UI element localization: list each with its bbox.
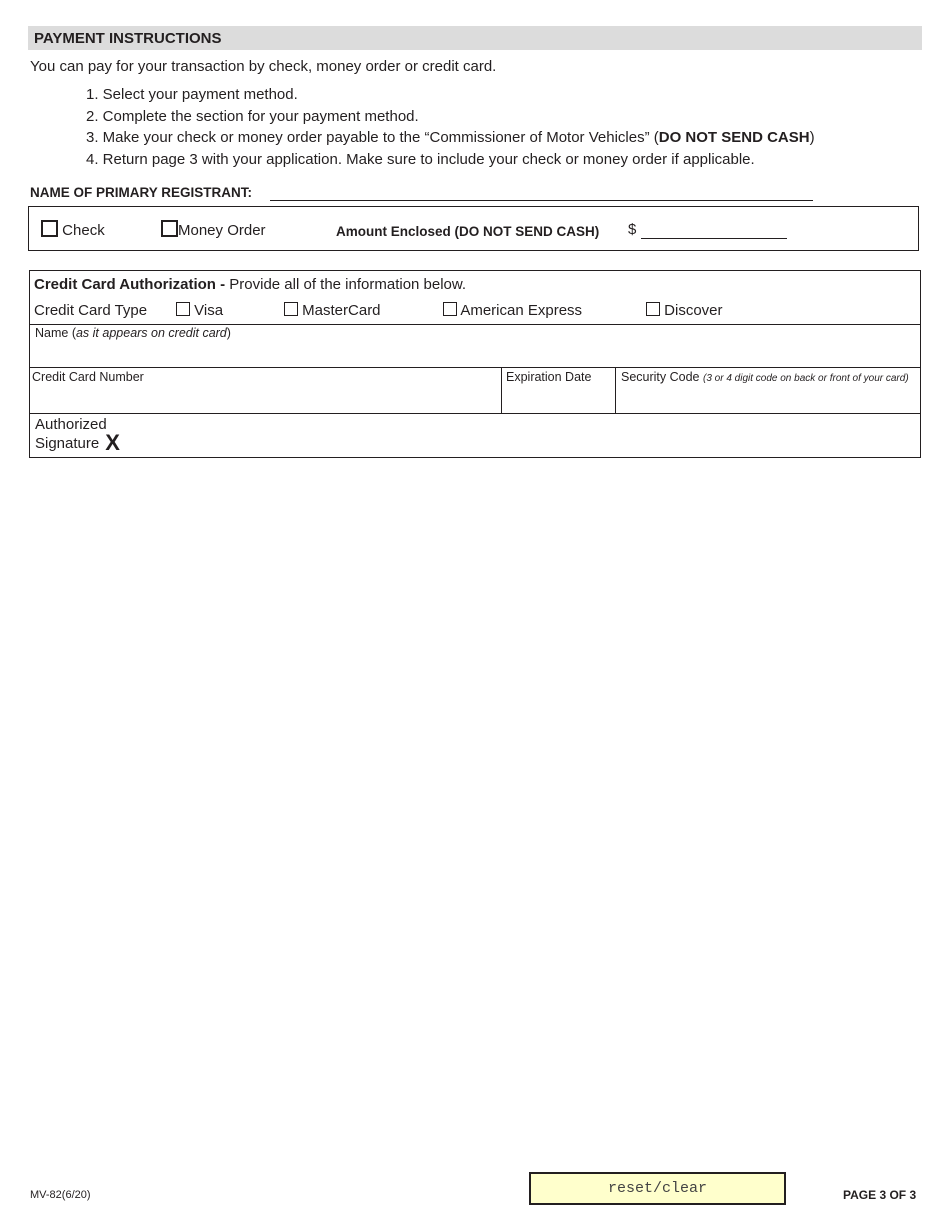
page-number: PAGE 3 OF 3 [843,1188,917,1202]
amex-checkbox[interactable] [443,302,457,316]
card-number-label: Credit Card Number [32,370,144,384]
signature-input[interactable] [140,430,919,454]
visa-label: Visa [194,302,224,319]
check-label: Check [62,222,105,239]
registrant-label: NAME OF PRIMARY REGISTRANT: [30,185,253,200]
currency-symbol: $ [628,221,637,238]
security-code-input[interactable] [620,388,920,410]
money-order-option[interactable] [161,220,266,239]
reset-clear-button[interactable]: reset/clear [529,1172,786,1205]
mastercard-label: MasterCard [302,302,381,319]
form-id: MV-82(6/20) [30,1189,91,1201]
mastercard-option[interactable] [284,302,381,319]
divider [501,367,502,413]
step-1: 1. Select your payment method. [86,86,298,103]
divider [29,367,921,368]
section-title: PAYMENT INSTRUCTIONS [34,30,222,47]
discover-label: Discover [664,302,723,319]
step-2: 2. Complete the section for your payment method. [86,107,419,125]
section-header [28,26,922,50]
divider [29,413,921,414]
intro-text: You can pay for your transaction by check, money order or credit card. [30,58,497,75]
security-code-hint: (3 or 4 digit code on back or front of your card) [702,373,909,384]
registrant-name-input[interactable] [272,183,816,203]
card-number-input[interactable] [33,388,501,410]
amex-label: American Express [460,302,583,319]
signature-x-mark: X [105,430,120,455]
check-checkbox[interactable] [41,220,58,237]
check-option[interactable] [41,220,105,239]
expiration-date-input[interactable] [505,388,615,410]
money-order-checkbox[interactable] [161,220,178,237]
expiration-date-label: Expiration Date [506,370,592,384]
authorized-signature-label: Authorized Signature X [35,416,120,455]
amex-option[interactable] [443,302,582,319]
cardholder-name-label: Name (as it appears on credit card) [35,326,231,340]
amount-enclosed-label: Amount Enclosed (DO NOT SEND CASH) [336,224,600,239]
discover-option[interactable] [646,302,723,319]
divider [615,367,616,413]
money-order-label: Money Order [178,222,266,239]
step-4: 4. Return page 3 with your application. Make sure to include your check or money order if applicable. [86,150,755,168]
credit-card-title: Credit Card Authorization - Provide all of the information below. [34,276,467,293]
security-code-label: Security Code (3 or 4 digit code on back or front of your card) [621,370,909,384]
card-type-label: Credit Card Type [34,302,148,319]
cardholder-name-input[interactable] [35,344,919,366]
visa-checkbox[interactable] [176,302,190,316]
instruction-list [86,84,815,170]
mastercard-checkbox[interactable] [284,302,298,316]
discover-checkbox[interactable] [646,302,660,316]
step-3: 3. Make your check or money order payable to the “Commissioner of Motor Vehicles” (DO NOT SEND CASH) [86,129,815,147]
no-cash-warning: DO NOT SEND CASH [658,129,810,147]
visa-option[interactable] [176,302,223,319]
divider [29,324,921,325]
amount-input[interactable] [643,221,789,240]
